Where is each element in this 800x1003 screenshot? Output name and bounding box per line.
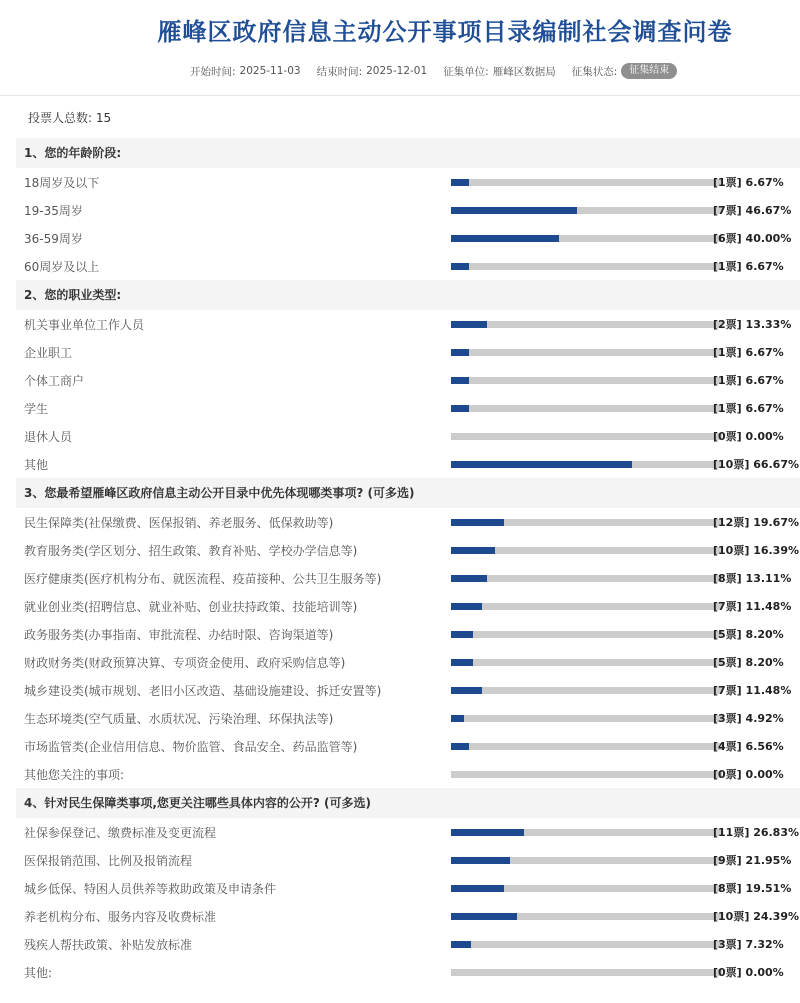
progress-track (451, 235, 722, 242)
vote-stat: [7票] 11.48% (713, 684, 792, 697)
vote-stat: [1票] 6.67% (713, 402, 784, 415)
option-label: 医保报销范围、比例及报销流程 (24, 854, 193, 868)
vote-stat: [10票] 24.39% (713, 910, 800, 923)
total-voters: 投票人总数: 15 (28, 111, 112, 125)
option-row (16, 564, 800, 592)
progress-fill (451, 829, 524, 836)
vote-stat: [5票] 8.20% (713, 656, 784, 669)
progress-track (451, 207, 722, 214)
option-row (16, 422, 800, 450)
progress-fill (451, 349, 469, 356)
progress-track (451, 321, 722, 328)
option-row (16, 648, 800, 676)
option-row (16, 620, 800, 648)
vote-stat: [3票] 4.92% (713, 712, 784, 725)
progress-track (451, 715, 722, 722)
option-label: 学生 (24, 402, 49, 416)
progress-fill (451, 659, 473, 666)
progress-track (451, 547, 722, 554)
progress-track (451, 603, 722, 610)
option-row (16, 902, 800, 930)
option-label: 19-35周岁 (24, 204, 83, 218)
progress-track (451, 743, 722, 750)
option-row (16, 760, 800, 788)
option-label: 就业创业类(招聘信息、就业补贴、创业扶持政策、技能培训等) (24, 600, 358, 614)
progress-track (451, 405, 722, 412)
option-label: 养老机构分布、服务内容及收费标准 (24, 910, 217, 924)
progress-track (451, 519, 722, 526)
progress-fill (451, 857, 510, 864)
progress-track (451, 885, 722, 892)
vote-stat: [0票] 0.00% (713, 768, 784, 781)
vote-stat: [10票] 66.67% (713, 458, 800, 471)
option-label: 民生保障类(社保缴费、医保报销、养老服务、低保救助等) (24, 516, 334, 530)
progress-track (451, 659, 722, 666)
end-time-value: 2025-12-01 (366, 65, 428, 77)
option-label: 医疗健康类(医疗机构分布、就医流程、疫苗接种、公共卫生服务等) (24, 572, 382, 586)
progress-track (451, 433, 722, 440)
option-row (16, 704, 800, 732)
progress-fill (451, 235, 559, 242)
progress-track (451, 377, 722, 384)
progress-fill (451, 377, 469, 384)
option-row (16, 592, 800, 620)
vote-stat: [1票] 6.67% (713, 176, 784, 189)
progress-track (451, 349, 722, 356)
vote-stat: [12票] 19.67% (713, 516, 800, 529)
progress-fill (451, 405, 469, 412)
progress-fill (451, 263, 469, 270)
option-row (16, 508, 800, 536)
progress-fill (451, 547, 495, 554)
progress-track (451, 575, 722, 582)
vote-stat: [7票] 46.67% (713, 204, 792, 217)
option-row (16, 930, 800, 958)
option-row (16, 818, 800, 846)
progress-fill (451, 743, 469, 750)
progress-track (451, 687, 722, 694)
option-row (16, 450, 800, 478)
option-row (16, 310, 800, 338)
option-label: 市场监管类(企业信用信息、物价监管、食品安全、药品监管等) (24, 740, 358, 754)
vote-stat: [10票] 16.39% (713, 544, 800, 557)
end-time-label: 结束时间: (316, 65, 363, 78)
option-label: 36-59周岁 (24, 232, 83, 246)
option-label: 政务服务类(办事指南、审批流程、办结时限、咨询渠道等) (24, 628, 334, 642)
progress-fill (451, 519, 504, 526)
option-row (16, 366, 800, 394)
question-title: 4、针对民生保障类事项,您更关注哪些具体内容的公开? (可多选) (16, 788, 800, 818)
progress-fill (451, 715, 464, 722)
unit-value: 雁峰区数据局 (492, 65, 556, 78)
option-row (16, 252, 800, 280)
question-title: 1、您的年龄阶段: (16, 138, 800, 168)
option-row (16, 196, 800, 224)
vote-stat: [7票] 11.48% (713, 600, 792, 613)
progress-track (451, 631, 722, 638)
vote-stat: [5票] 8.20% (713, 628, 784, 641)
progress-fill (451, 575, 487, 582)
option-row (16, 958, 800, 986)
option-label: 残疾人帮扶政策、补贴发放标准 (24, 938, 193, 952)
vote-stat: [2票] 13.33% (713, 318, 792, 331)
vote-stat: [9票] 21.95% (713, 854, 792, 867)
option-label: 其他 (24, 458, 49, 472)
vote-stat: [11票] 26.83% (713, 826, 800, 839)
progress-track (451, 941, 722, 948)
progress-track (451, 913, 722, 920)
survey-meta (190, 63, 681, 79)
option-label: 生态环境类(空气质量、水质状况、污染治理、环保执法等) (24, 712, 334, 726)
option-label: 教育服务类(学区划分、招生政策、教育补贴、学校办学信息等) (24, 544, 358, 558)
progress-fill (451, 687, 482, 694)
page-title: 雁峰区政府信息主动公开事项目录编制社会调查问卷 (157, 18, 733, 46)
progress-fill (451, 885, 504, 892)
option-label: 其他您关注的事项: (24, 768, 125, 782)
vote-stat: [6票] 40.00% (713, 232, 792, 245)
progress-track (451, 179, 722, 186)
vote-stat: [1票] 6.67% (713, 346, 784, 359)
vote-stat: [0票] 0.00% (713, 966, 784, 979)
option-row (16, 676, 800, 704)
option-row (16, 338, 800, 366)
question-title: 3、您最希望雁峰区政府信息主动公开目录中优先体现哪类事项? (可多选) (16, 478, 800, 508)
vote-stat: [1票] 6.67% (713, 260, 784, 273)
option-row (16, 846, 800, 874)
progress-fill (451, 321, 487, 328)
header-divider (0, 95, 800, 96)
progress-fill (451, 207, 577, 214)
question-title: 2、您的职业类型: (16, 280, 800, 310)
option-row (16, 224, 800, 252)
option-row (16, 168, 800, 196)
option-row (16, 536, 800, 564)
option-label: 企业职工 (24, 346, 73, 360)
status-label: 征集状态: (571, 65, 618, 78)
progress-fill (451, 179, 469, 186)
progress-track (451, 461, 722, 468)
progress-fill (451, 603, 482, 610)
option-row (16, 874, 800, 902)
option-label: 退休人员 (24, 430, 73, 444)
progress-track (451, 829, 722, 836)
option-label: 个体工商户 (24, 374, 85, 388)
option-row (16, 732, 800, 760)
status-badge: 征集结束 (621, 63, 677, 79)
vote-stat: [3票] 7.32% (713, 938, 784, 951)
progress-fill (451, 631, 473, 638)
option-label: 机关事业单位工作人员 (24, 318, 145, 332)
option-label: 60周岁及以上 (24, 260, 100, 274)
option-label: 城乡建设类(城市规划、老旧小区改造、基础设施建设、拆迁安置等) (24, 684, 382, 698)
vote-stat: [1票] 6.67% (713, 374, 784, 387)
progress-track (451, 969, 722, 976)
option-label: 18周岁及以下 (24, 176, 100, 190)
progress-fill (451, 461, 632, 468)
option-row (16, 394, 800, 422)
progress-fill (451, 941, 471, 948)
progress-track (451, 857, 722, 864)
vote-stat: [4票] 6.56% (713, 740, 784, 753)
option-label: 其他: (24, 966, 53, 980)
progress-fill (451, 913, 517, 920)
unit-label: 征集单位: (443, 65, 489, 78)
vote-stat: [8票] 13.11% (713, 572, 792, 585)
option-label: 财政财务类(财政预算决算、专项资金使用、政府采购信息等) (24, 656, 346, 670)
progress-track (451, 263, 722, 270)
progress-track (451, 771, 722, 778)
option-label: 社保参保登记、缴费标准及变更流程 (24, 826, 217, 840)
vote-stat: [8票] 19.51% (713, 882, 792, 895)
start-time-label: 开始时间: (190, 65, 236, 78)
start-time-value: 2025-11-03 (239, 65, 301, 77)
vote-stat: [0票] 0.00% (713, 430, 784, 443)
option-label: 城乡低保、特困人员供养等救助政策及申请条件 (24, 882, 277, 896)
